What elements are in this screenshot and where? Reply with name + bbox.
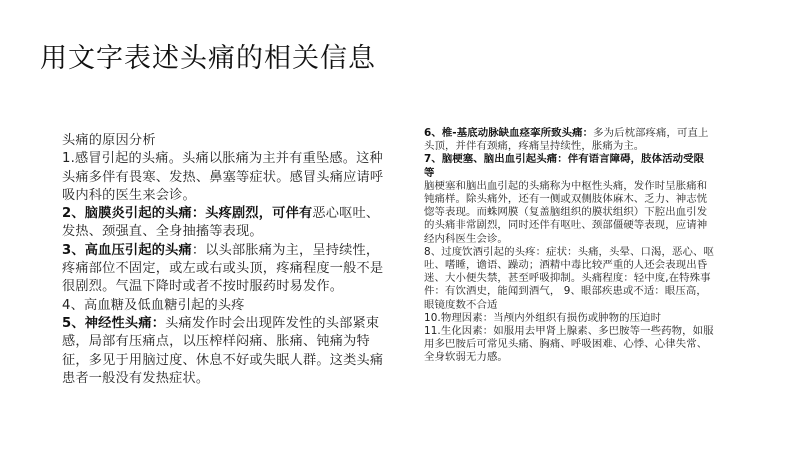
right-item-6-bold: 6、椎-基底动脉缺血痉挛所致头痛： (424, 127, 594, 139)
left-item-5-text: 头痛发作时会出现阵发性的头部紧束感，局部有压痛点，以压榨样闷痛、胀痛、钝痛为特征，多见于用脑过度、休息不好或失眠人群。这类头痛患者一般没有发热症状。 (62, 315, 384, 386)
left-item-5-bold: 5、神经性头痛： (62, 315, 166, 331)
left-item-1-text: 1.感冒引起的头痛。头痛以胀痛为主并有重坠感。这种头痛多伴有畏寒、发热、鼻塞等症状。感冒头痛应请呼吸内科的医生来会诊。 (62, 151, 384, 203)
right-item-10-text: 10.物理因素：当颅内外组织有损伤或肿物的压迫时 (424, 311, 662, 324)
left-item-2-bold: 2、脑膜炎引起的头痛：头疼剧烈，可伴有 (62, 206, 313, 222)
right-item-7-bold: 7、脑梗塞、脑出血引起头痛：伴有语言障碍，肢体活动受限等 (424, 153, 705, 179)
right-item-6 (424, 127, 714, 153)
left-item-2-text: 恶心呕吐、发热、颈强直、全身抽搐等表现。 (62, 206, 380, 240)
page-title: 用文字表述头痛的相关信息 (40, 43, 376, 74)
right-item-10 (424, 312, 714, 325)
right-item-8 (424, 246, 714, 312)
right-item-7-text: 脑梗塞和脑出血引起的头痛称为中枢性头痛，发作时呈胀痛和钝痛样。除头痛外，还有一侧或双侧肢体麻木、乏力、神志恍惚等表现。而蛛网膜（复盖脑组织的膜状组织）下腔出血引发的头痛非常剧烈，同时还伴有呕吐、颈部僵硬等表现，应请神经内科医生会诊。 (424, 179, 708, 245)
left-item-2 (62, 205, 388, 242)
left-text-panel (62, 132, 388, 388)
left-item-1 (62, 150, 388, 205)
left-item-3 (62, 242, 388, 297)
right-item-11 (424, 325, 714, 365)
right-item-11-text: 11.生化因素：如服用去甲肾上腺素、多巴胺等一些药物，如服用多巴胺后可常见头痛、胸痛、呼吸困难、心悸、心律失常、全身软弱无力感。 (424, 325, 714, 364)
left-item-4 (62, 297, 388, 315)
left-item-3-text: ：以头部胀痛为主，呈持续性，疼痛部位不固定，或左或右或头顶，疼痛程度一般不是很剧烈。气温下降时或者不按时服药时易发作。 (62, 242, 384, 295)
right-text-panel (424, 127, 714, 365)
left-item-4-text: 4、高血糖及低血糖引起的头疼 (62, 297, 245, 313)
right-item-6-text: 多为后枕部疼痛，可直上头顶，并伴有颈痛，疼痛呈持续性，胀痛为主。 (424, 127, 709, 153)
left-item-5 (62, 315, 388, 388)
left-heading: 头痛的原因分析 (62, 133, 156, 148)
right-item-7 (424, 153, 714, 245)
right-item-8-text: 8、过度饮酒引起的头疼：症状：头痛，头晕、口渴，恶心、呕吐、嗜睡，谵语、躁动；酒精中毒比较严重的人还会表现出昏迷、大小便失禁，甚至呼吸抑制。头痛程度：轻中度,在特殊事件：有饮酒史，能闻到酒气， 9、眼部疾患或不适：眼压高，眼镜度数不合适 (424, 245, 714, 311)
left-item-3-bold: 3、高血压引起的头痛 (62, 242, 192, 258)
